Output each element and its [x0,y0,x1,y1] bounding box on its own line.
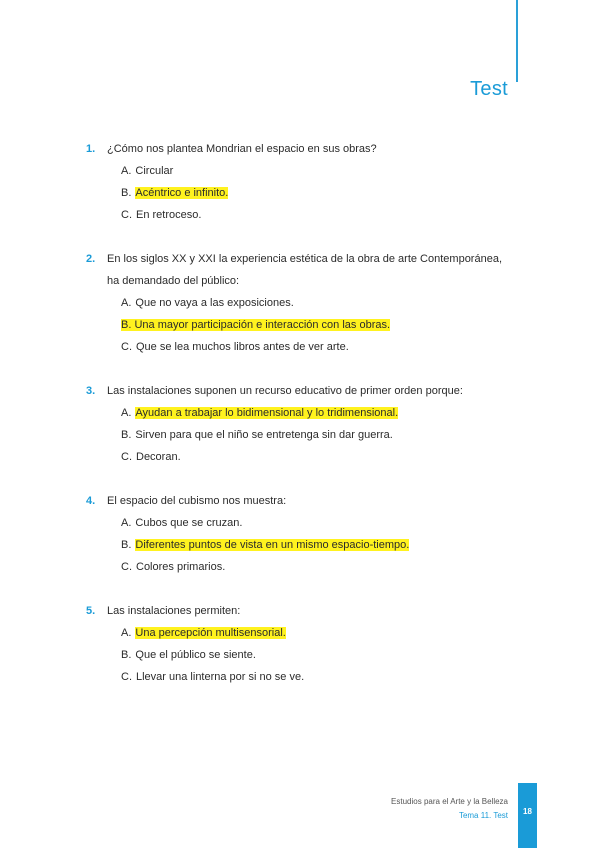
question-4 [0,490,600,578]
option-text: Llevar una linterna por si no se ve. [136,671,305,683]
option-text: Una mayor participación e interacción con las obras. [134,319,391,331]
option-letter: C. [121,451,132,463]
question-text: Las instalaciones permiten: [107,605,241,617]
answer-option-a-correct [0,402,600,424]
answer-option-a [0,512,600,534]
answer-option-a [0,292,600,314]
highlighted-answer: Diferentes puntos de vista en un mismo espacio-tiempo. [135,539,410,551]
option-letter: C. [121,341,132,353]
page-title: Test [470,78,508,100]
question-1 [0,138,600,226]
answer-option-a-correct [0,622,600,644]
highlighted-answer: Acéntrico e infinito. [135,187,229,199]
option-letter: B. [121,649,132,661]
question-text: ¿Cómo nos plantea Mondrian el espacio en sus obras? [107,143,377,155]
option-text: Sirven para que el niño se entretenga sin dar guerra. [135,429,393,441]
option-text: Colores primarios. [136,561,226,573]
question-5 [0,600,600,688]
answer-option-b-correct [0,314,600,336]
answer-option-b-correct [0,182,600,204]
option-letter: C. [121,671,132,683]
option-text: Decoran. [136,451,181,463]
question-text: El espacio del cubismo nos muestra: [107,495,287,507]
question-number: 2. [86,253,96,265]
option-text: Que no vaya a las exposiciones. [135,297,294,309]
option-letter: A. [121,165,132,177]
question-text: En los siglos XX y XXI la experiencia estética de la obra de arte Contemporánea, ha demandado del público: [107,253,503,287]
footer-section: Tema 11. Test [458,811,508,820]
highlighted-answer: Ayudan a trabajar lo bidimensional y lo tridimensional. [135,407,399,419]
answer-option-c [0,336,600,358]
option-letter: B. [121,187,132,199]
highlighted-answer: Una percepción multisensorial. [135,627,286,639]
option-letter: A. [121,627,132,639]
option-letter: A. [121,407,132,419]
question-number: 1. [86,143,96,155]
footer-course-title: Estudios para el Arte y la Belleza [391,797,508,806]
answer-option-c [0,446,600,468]
option-letter: B. [121,429,132,441]
question-list [0,138,600,710]
option-letter: A. [121,297,132,309]
question-number: 5. [86,605,96,617]
answer-option-c [0,666,600,688]
page-number: 18 [523,807,532,816]
question-text: Las instalaciones suponen un recurso educativo de primer orden porque: [107,385,463,397]
question-2 [0,248,600,358]
answer-option-b-correct [0,534,600,556]
option-text: En retroceso. [136,209,202,221]
question-number: 3. [86,385,96,397]
option-text: Cubos que se cruzan. [135,517,243,529]
option-text: Circular [135,165,174,177]
option-letter: A. [121,517,132,529]
option-letter: B. [121,319,132,331]
answer-option-c [0,556,600,578]
highlighted-answer-letter [121,319,390,331]
question-3 [0,380,600,468]
option-text: Que el público se siente. [135,649,256,661]
answer-option-b [0,424,600,446]
answer-option-c [0,204,600,226]
question-number: 4. [86,495,96,507]
option-letter: C. [121,209,132,221]
option-text: Que se lea muchos libros antes de ver arte. [136,341,349,353]
page-number-tab [518,783,537,848]
answer-option-a [0,160,600,182]
answer-option-b [0,644,600,666]
option-letter: C. [121,561,132,573]
top-accent-rule [516,0,518,82]
option-letter: B. [121,539,132,551]
